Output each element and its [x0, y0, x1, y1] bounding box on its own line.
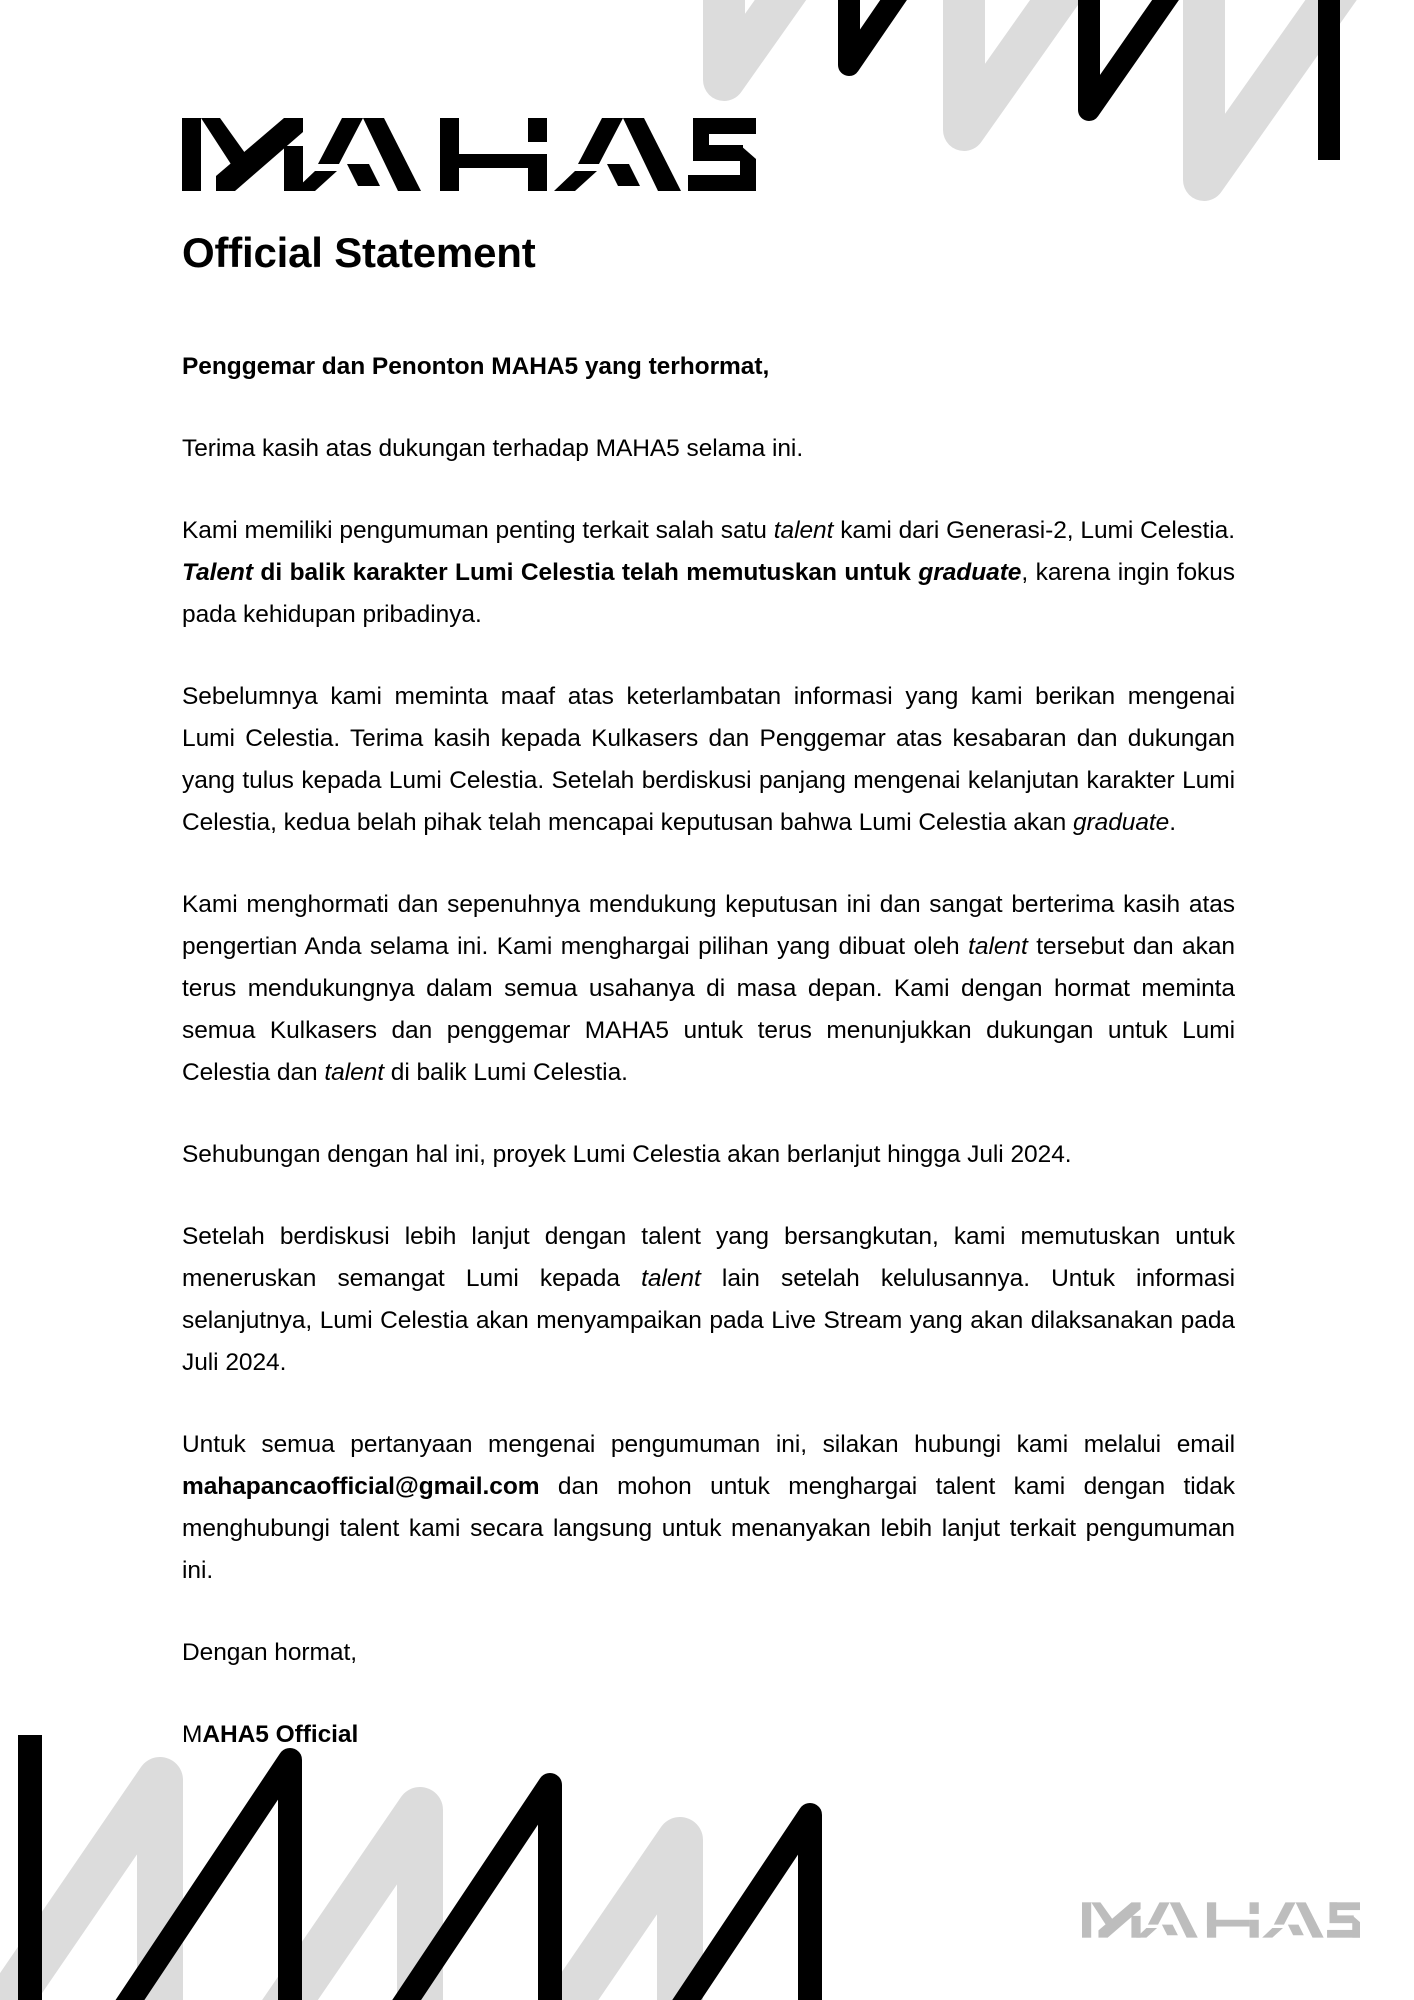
p6-text-b: lain setelah kelulusannya. Untuk informasi selanjutnya, Lumi Celestia akan menyampaikan pada Live Stream yang akan dilaksanakan pada Juli 2024.: [182, 1265, 1235, 1377]
brand-logo: [182, 0, 1235, 191]
brand-watermark: [1082, 1902, 1360, 1938]
paragraph-3: [182, 676, 1235, 844]
p2-text-d: , karena ingin fokus pada kehidupan pribadinya.: [182, 559, 1236, 629]
signature-initial: M: [182, 1721, 203, 1749]
signature: [182, 1714, 1235, 1756]
p6-text-a: Setelah berdiskusi lebih lanjut dengan talent yang bersangkutan, kami memutuskan untuk meneruskan semangat Lumi kepada: [182, 1223, 1235, 1293]
p6-talent-italic: talent: [641, 1265, 701, 1293]
paragraph-4: [182, 884, 1235, 1094]
salutation: Penggemar dan Penonton MAHA5 yang terhormat,: [182, 353, 770, 381]
paragraph-5: Sehubungan dengan hal ini, proyek Lumi Celestia akan berlanjut hingga Juli 2024.: [182, 1141, 1072, 1169]
p3-graduate-italic: graduate: [1072, 809, 1170, 837]
p2-text-a: Kami memiliki pengumuman penting terkait salah satu: [182, 517, 774, 545]
document-content: [182, 0, 1235, 1756]
paragraph-1: Terima kasih atas dukungan terhadap MAHA5 selama ini.: [182, 435, 804, 463]
p4-text-c: di balik Lumi Celestia.: [384, 1059, 628, 1087]
paragraph-7: [182, 1424, 1235, 1592]
p3-text-b: .: [1169, 809, 1177, 837]
page-title: Official Statement: [182, 229, 536, 276]
p4-text-a: Kami menghormati dan sepenuhnya mendukung keputusan ini dan sangat berterima kasih atas pengertian Anda selama ini. Kami menghargai pilihan yang dibuat oleh: [182, 891, 1235, 961]
maha5-logo-icon: [182, 118, 756, 191]
p3-text-a: Sebelumnya kami meminta maaf atas keterlambatan informasi yang kami berikan mengenai Lumi Celestia. Terima kasih kepada Kulkasers dan Penggemar atas kesabaran dan dukungan yang tulus kepada Lumi Celestia. Setelah berdiskusi panjang mengenai kelanjutan karakter Lumi Celestia, kedua belah pihak telah mencapai keputusan bahwa Lumi Celestia akan: [182, 683, 1235, 837]
p4-talent-italic-1: talent: [968, 933, 1028, 961]
p7-text-b: dan mohon untuk menghargai talent kami dengan tidak menghubungi talent kami secara langsung untuk menanyakan lebih lanjut terkait pengumuman ini.: [182, 1473, 1235, 1585]
p2-text-b: kami dari Generasi-2, Lumi Celestia.: [833, 517, 1235, 545]
p2-talent-italic: talent: [773, 517, 834, 545]
paragraph-6: [182, 1216, 1235, 1384]
p4-text-b: tersebut dan akan terus mendukungnya dalam semua usahanya di masa depan. Kami dengan hormat meminta semua Kulkasers dan penggemar MAHA5 untuk terus menunjukkan dukungan untuk Lumi Celestia dan: [182, 933, 1235, 1087]
p4-talent-italic-2: talent: [324, 1059, 384, 1087]
p2-talent-bold-italic: Talent: [182, 559, 253, 587]
paragraph-2: [182, 510, 1235, 636]
p7-text-a: Untuk semua pertanyaan mengenai pengumuman ini, silakan hubungi kami melalui email: [182, 1431, 1235, 1459]
signoff: Dengan hormat,: [182, 1639, 357, 1667]
p2-graduate-bold-italic: graduate: [918, 559, 1022, 587]
contact-email[interactable]: mahapancaofficial@gmail.com: [182, 1473, 540, 1501]
maha5-watermark-icon: [1082, 1902, 1360, 1938]
signature-rest: AHA5 Official: [202, 1721, 359, 1749]
letter-body: [182, 346, 1235, 1756]
p2-text-c-bold: di balik karakter Lumi Celestia telah memutuskan untuk: [252, 559, 919, 587]
